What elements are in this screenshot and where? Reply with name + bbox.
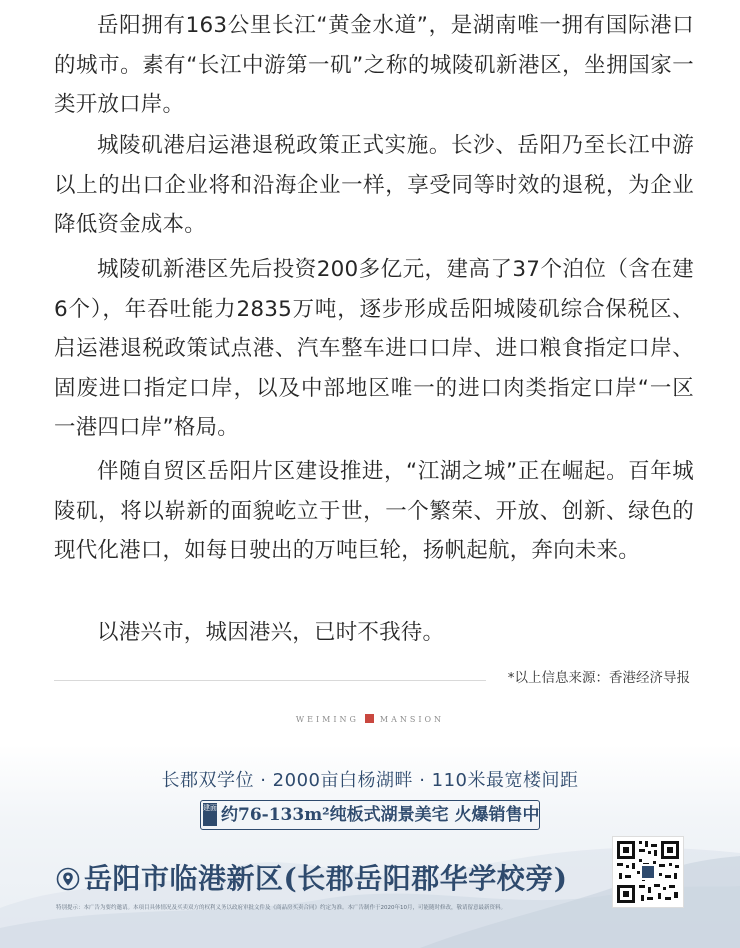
sales-banner-text: 约76-133m²纯板式湖景美宅 火爆销售中 — [221, 805, 540, 825]
sales-banner — [200, 800, 540, 830]
source-note: *以上信息来源：香港经济导报 — [507, 670, 690, 686]
paragraph-free-trade-zone: 伴随自贸区岳阳片区建设推进，“江湖之城”正在崛起。百年城陵矶，将以崭新的面貌屹立于世，一个繁荣、开放、创新、绿色的现代化港口，如每日驶出的万吨巨轮，扬帆起航，奔向未来。 — [54, 459, 694, 563]
brand-logo — [0, 714, 740, 724]
divider-line — [54, 680, 486, 681]
qr-code[interactable] — [612, 836, 684, 908]
paragraph-port-overview: 岳阳拥有163公里长江“黄金水道”，是湖南唯一拥有国际港口的城市。素有“长江中游第一矶”之称的城陵矶新港区，坐拥国家一类开放口岸。 — [54, 13, 694, 117]
paragraph-tax-rebate: 城陵矶港启运港退税政策正式实施。长沙、岳阳乃至长江中游以上的出口企业将和沿海企业一样，享受同等时效的退税，为企业降低资金成本。 — [54, 133, 694, 237]
project-tagline: 长郡双学位 · 2000亩白杨湖畔 · 110米最宽楼间距 — [161, 770, 579, 791]
brand-word-right: MANSION — [379, 715, 445, 724]
area-badge: 建面 — [203, 803, 217, 826]
paragraph-closing: 以港兴市，城因港兴，已时不我待。 — [97, 620, 445, 645]
source-row — [54, 663, 690, 689]
brand-seal-icon — [365, 714, 374, 723]
ad-disclaimer: 特别提示：本广告为要约邀请。本项目具体情况及买卖双方的权利义务以政府审批文件及《商品房买卖合同》约定为准。本广告制作于2020年10月，可能随时修改，敬请留意最新资料。 — [56, 905, 507, 911]
location-text: 岳阳市临港新区(长郡岳阳郡华学校旁) — [84, 862, 568, 895]
location-pin-icon — [56, 867, 80, 891]
advertisement-footer — [0, 700, 740, 948]
brand-word-left: WEIMING — [295, 715, 359, 724]
paragraph-investment: 城陵矶新港区先后投资200多亿元，建高了37个泊位（含在建6个），年吞吐能力2835万吨，逐步形成岳阳城陵矶综合保税区、启运港退税政策试点港、汽车整车进口口岸、进口粮食指定口岸、固废进口指定口岸，以及中部地区唯一的进口肉类指定口岸“一区一港四口岸”格局。 — [54, 257, 694, 440]
